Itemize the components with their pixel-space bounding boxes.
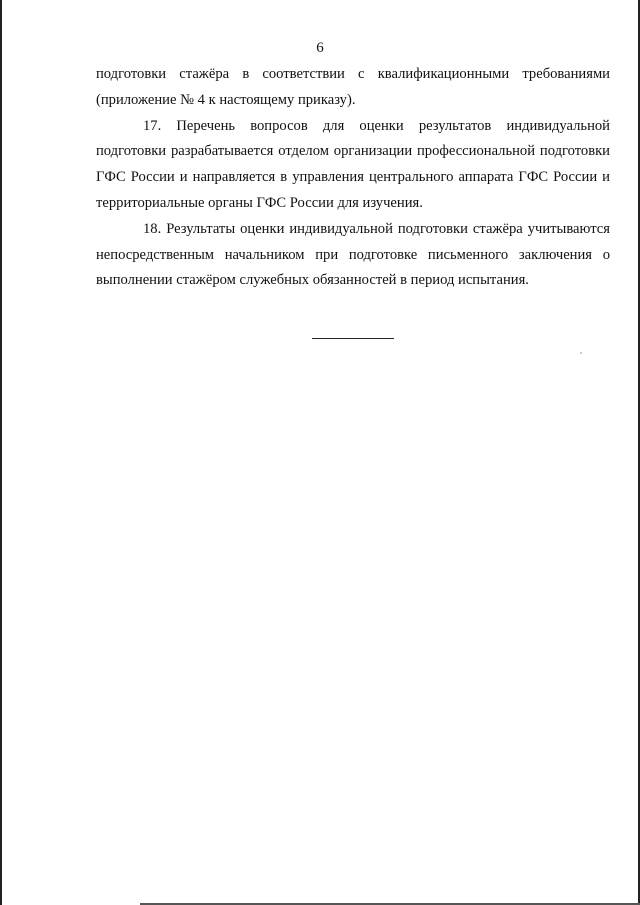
paragraph-continuation: подготовки стажёра в соответствии с квалификационными требованиями (приложение № 4 к настоящему приказу). (96, 66, 610, 108)
paragraph-item-18: 18. Результаты оценки индивидуальной подготовки стажёра учитываются непосредственным начальником при подготовке письменного заключения о выполнении стажёром служебных обязанностей в период испытания. (96, 220, 610, 289)
scan-edge-left (0, 0, 2, 905)
document-body (96, 62, 610, 294)
scan-speck (580, 352, 582, 354)
end-of-text-divider (312, 338, 394, 339)
page-number: 6 (316, 40, 324, 56)
paragraph-item-17: 17. Перечень вопросов для оценки результатов индивидуальной подготовки разрабатывается отделом организации профессиональной подготовки ГФС России и направляется в управления центрального аппарата ГФС России и территориальные органы ГФС России для изучения. (96, 117, 610, 211)
